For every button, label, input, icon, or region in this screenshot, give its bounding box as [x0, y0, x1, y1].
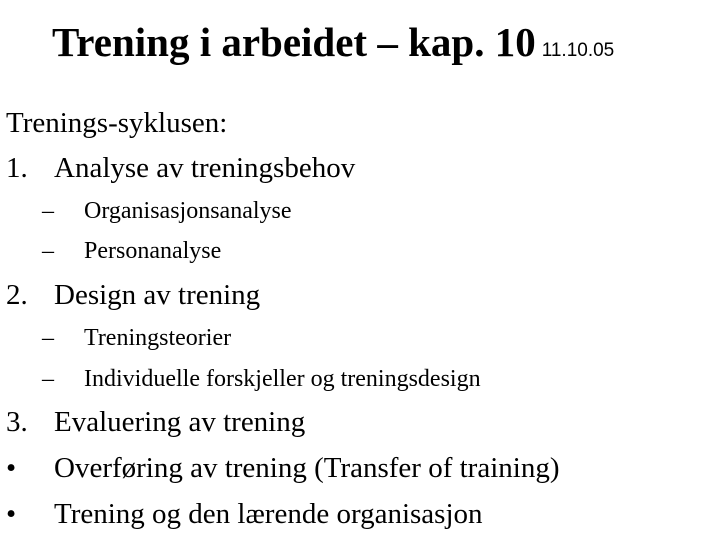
section-heading	[6, 107, 227, 140]
sub-list-item	[42, 366, 481, 393]
sub-list-item-text: Individuelle forskjeller og treningsdesign	[84, 366, 481, 392]
dash-marker: –	[42, 325, 54, 351]
list-number: 3.	[6, 406, 28, 438]
sub-list-item-text: Treningsteorier	[84, 325, 232, 351]
sub-list-item-text: Personanalyse	[84, 238, 222, 264]
list-item	[6, 406, 305, 439]
sub-list-item	[42, 198, 292, 225]
slide-title	[52, 18, 614, 66]
bullet-item	[6, 498, 483, 531]
sub-list-item-text: Organisasjonsanalyse	[84, 198, 292, 224]
dash-marker: –	[42, 366, 54, 392]
list-item	[6, 152, 355, 185]
dash-marker: –	[42, 198, 54, 224]
list-number: 1.	[6, 152, 28, 184]
title-text: Trening i arbeidet – kap. 10	[52, 19, 536, 65]
bullet-marker: •	[6, 498, 17, 530]
bullet-item-text: Trening og den lærende organisasjon	[54, 498, 483, 530]
list-item	[6, 279, 260, 312]
list-number: 2.	[6, 279, 28, 311]
bullet-item-text: Overføring av trening (Transfer of training)	[54, 452, 560, 484]
bullet-item	[6, 452, 559, 485]
heading-text: Trenings-syklusen:	[6, 107, 228, 139]
list-item-text: Evaluering av trening	[54, 406, 306, 438]
list-item-text: Analyse av treningsbehov	[54, 152, 356, 184]
dash-marker: –	[42, 238, 54, 264]
sub-list-item	[42, 325, 231, 352]
title-date: 11.10.05	[541, 40, 615, 61]
sub-list-item	[42, 238, 221, 265]
bullet-marker: •	[6, 452, 17, 484]
list-item-text: Design av trening	[54, 279, 261, 311]
